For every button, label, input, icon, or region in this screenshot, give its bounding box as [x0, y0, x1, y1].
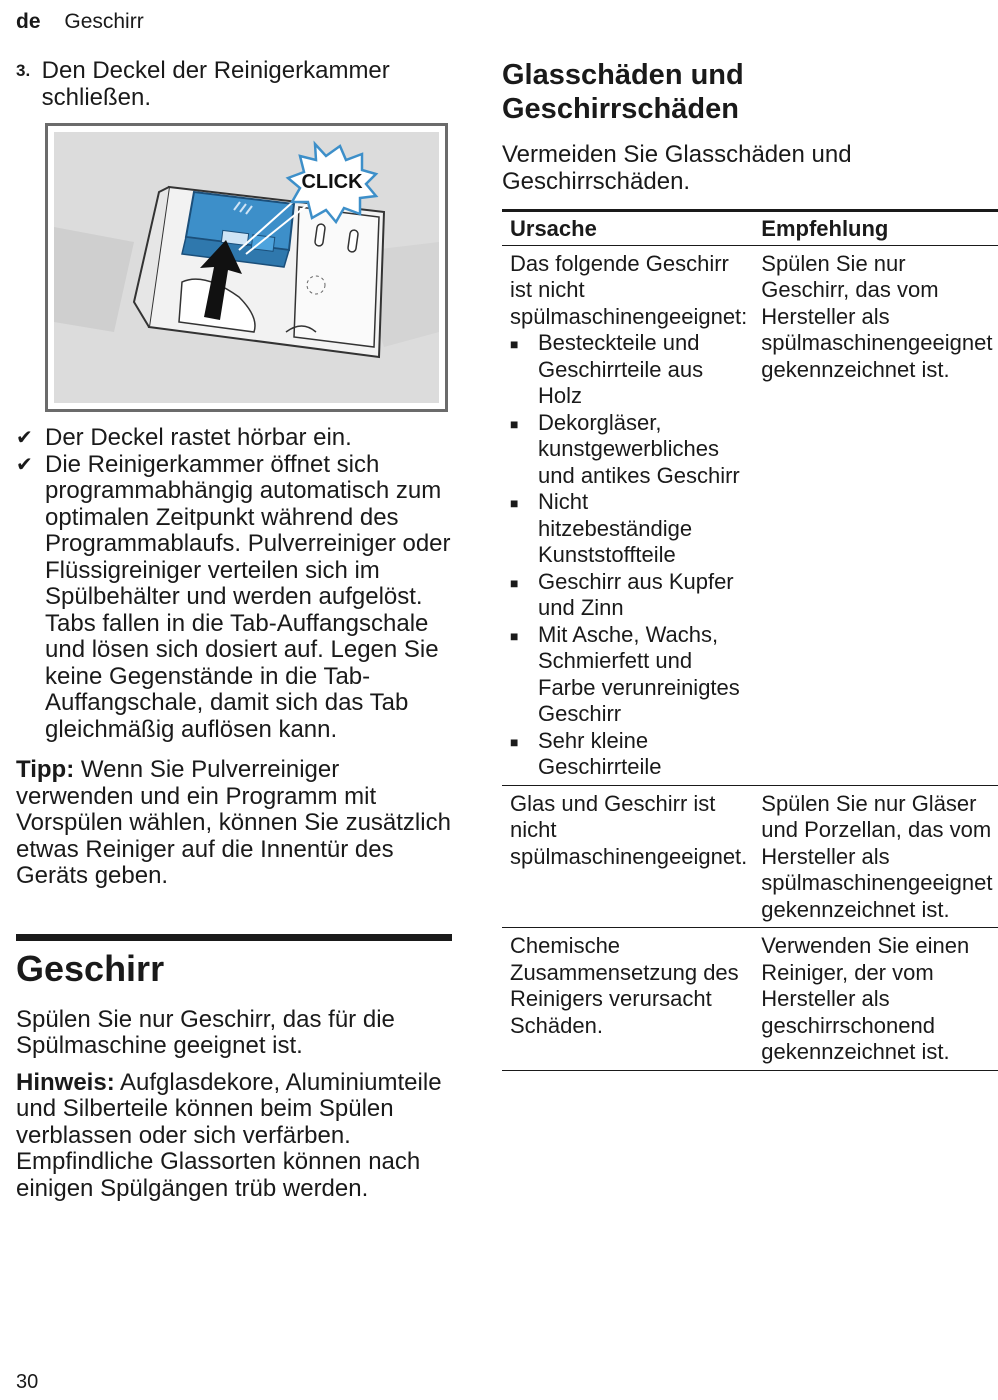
note-paragraph — [16, 1070, 452, 1203]
result-item — [16, 425, 452, 452]
bullet-icon: ■ — [510, 733, 519, 750]
list-item-text: Dekorgläser, kunstgewerbliches und antikes Geschirr — [538, 409, 740, 488]
table-row — [502, 245, 998, 785]
right-column — [502, 58, 993, 1071]
result-text: Der Deckel rastet hörbar ein. — [45, 424, 352, 451]
left-column — [16, 58, 452, 1202]
header-title: Geschirr — [64, 10, 144, 33]
damage-table — [502, 209, 998, 1071]
step-number: 3. — [16, 61, 31, 80]
recommendation-cell: Spülen Sie nur Gläser und Porzellan, das vom Hersteller als spülmaschinengeeignet gekennzeichnet ist. — [753, 785, 998, 928]
list-item-text: Sehr kleine Geschirrteile — [538, 727, 662, 779]
table-row — [502, 785, 998, 928]
cause-cell — [502, 245, 753, 785]
page-number: 30 — [16, 1371, 39, 1393]
section-intro: Spülen Sie nur Geschirr, das für die Spülmaschine geeignet ist. — [16, 1005, 395, 1059]
note-text: Aufglasdekore, Aluminiumteile und Silberteile können beim Spülen verblassen oder sich verfärben. Empfindliche Glassorten können nach einigen Spülgängen trüb werden. — [16, 1068, 442, 1202]
tip-label: Tipp: — [16, 756, 75, 783]
bullet-icon: ■ — [510, 627, 519, 644]
list-item — [510, 330, 747, 410]
cause-cell: Glas und Geschirr ist nicht spülmaschinengeeignet. — [502, 785, 753, 928]
result-item — [16, 452, 452, 744]
cause-cell: Chemische Zusammensetzung des Reinigers verursacht Schäden. — [502, 928, 753, 1071]
page-header — [16, 10, 144, 34]
section-title: Geschirr — [16, 947, 165, 989]
bullet-icon: ■ — [510, 415, 519, 432]
dispenser-drawing — [54, 132, 439, 403]
step-text: Den Deckel der Reinigerkammer schließen. — [41, 57, 390, 111]
column-header-recommendation: Empfehlung — [753, 211, 998, 246]
table-header-row — [502, 211, 998, 246]
tip-text: Wenn Sie Pulverreiniger verwenden und ein Programm mit Vorspülen wählen, können Sie zusätzlich etwas Reiniger auf die Innentür des Geräts geben. — [16, 756, 451, 889]
recommendation-cell: Spülen Sie nur Geschirr, das vom Hersteller als spülmaschinengeeignet gekennzeichnet ist. — [753, 245, 998, 785]
step-3 — [16, 58, 452, 111]
bullet-icon: ■ — [510, 495, 519, 511]
checkmark-icon: ✔ — [16, 427, 33, 449]
table-row — [502, 928, 998, 1071]
damage-intro: Vermeiden Sie Glasschäden und Geschirrschäden. — [502, 141, 852, 195]
checkmark-icon: ✔ — [16, 453, 33, 476]
bullet-icon: ■ — [510, 336, 519, 352]
result-list — [16, 425, 452, 743]
list-item — [510, 728, 747, 781]
unsuitable-items-list — [510, 330, 747, 781]
click-label: CLICK — [301, 171, 363, 193]
list-item-text: Mit Asche, Wachs, Schmierfett und Farbe verunreinigtes Geschirr — [538, 621, 740, 726]
recommendation-cell: Verwenden Sie einen Reiniger, der vom Hersteller als geschirrschonend gekennzeichnet ist. — [753, 928, 998, 1071]
column-header-cause: Ursache — [502, 211, 753, 246]
detergent-dispenser-illustration — [45, 123, 448, 412]
list-item — [510, 622, 747, 728]
bullet-icon: ■ — [510, 574, 519, 591]
result-text: Die Reinigerkammer öffnet sich programmabhängig automatisch zum optimalen Zeitpunkt während des Programmablaufs. Pulverreiniger oder Flüssigreiniger verteilen sich im Spülbehälter und werden aufgelöst. Tabs fallen in die Tab-Auffangschale und lösen sich dosiert auf. Legen Sie keine Gegenstände in die Tab-Auffangschale, damit sich das Tab gleichmäßig auflösen kann. — [45, 450, 451, 743]
note-label: Hinweis: — [16, 1068, 115, 1096]
list-item — [510, 569, 747, 622]
list-item-text: Nicht hitzebeständige Kunststoffteile — [538, 489, 693, 567]
language-code: de — [16, 10, 41, 33]
list-item-text: Geschirr aus Kupfer und Zinn — [538, 568, 734, 620]
list-item-text: Besteckteile und Geschirrteile aus Holz — [538, 330, 704, 408]
damage-title: Glasschäden und Geschirrschäden — [502, 59, 744, 125]
list-item — [510, 410, 747, 490]
section-divider — [16, 934, 452, 941]
cause-text: Das folgende Geschirr ist nicht spülmaschinengeeignet: — [510, 250, 748, 329]
tip-paragraph — [16, 757, 452, 890]
list-item — [510, 489, 747, 569]
